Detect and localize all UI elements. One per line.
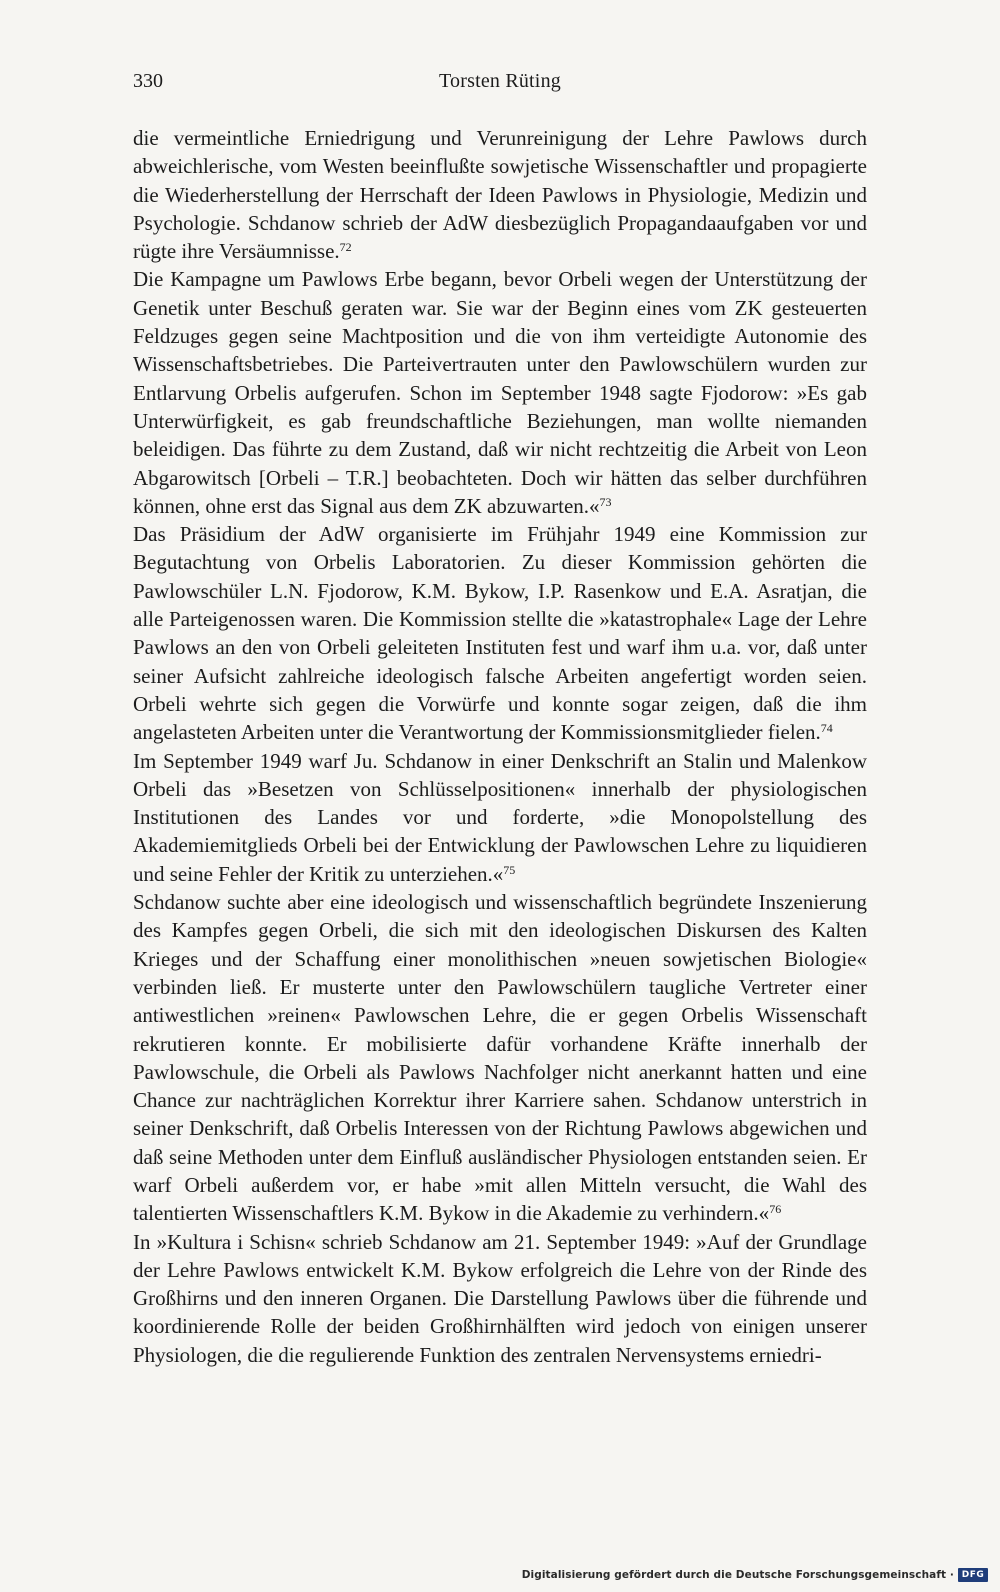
paragraph-5	[133, 888, 867, 1228]
footnote-ref-72[interactable]: 72	[339, 240, 352, 255]
paragraph-2	[133, 265, 867, 520]
digitization-footer	[522, 1566, 988, 1584]
dfg-logo-icon: DFG	[958, 1568, 988, 1582]
paragraph-1	[133, 124, 867, 265]
paragraph-text: Schdanow suchte aber eine ideologisch und wissenschaftlich begründete Inszenierung des Kampfes gegen Orbeli, die sich mit den ideologischen Diskursen des Kalten Krieges und der Schaffung einer monolithischen »neuen sowjetischen Biologie« verbinden ließ. Er musterte unter den Pawlowschülern taugliche Vertreter einer antiwestlichen »reinen« Pawlowschen Lehre, die er gegen Orbelis Wissenschaft rekrutieren konnte. Er mobilisierte dafür vorhandene Kräfte innerhalb der Pawlowschule, die Orbeli als Pawlows Nachfolger nicht anerkannt hatten und eine Chance zur nachträglichen Korrektur ihrer Karriere sahen. Schdanow unterstrich in seiner Denkschrift, daß Orbelis Interessen von der Richtung Pawlows abgewichen und daß seine Methoden unter dem Einfluß ausländischer Physiologen entstanden seien. Er warf Orbeli außerdem vor, er habe »mit allen Mitteln versucht, die Wahl des talentierten Wissenschaftlers K.M. Bykow in die Akademie zu verhindern.«	[133, 890, 867, 1226]
paragraph-text: Die Kampagne um Pawlows Erbe begann, bevor Orbeli wegen der Unterstützung der Genetik unter Beschuß geraten war. Sie war der Beginn eines vom ZK gesteuerten Feldzuges gegen seine Machtposition und die von ihm verteidigte Autonomie des Wissenschaftsbetriebes. Die Parteivertrauten unter den Pawlowschülern wurden zur Entlarvung Orbelis aufgerufen. Schon im September 1948 sagte Fjodorow: »Es gab Unterwürfigkeit, es gab freundschaftliche Beziehungen, man wollte niemanden beleidigen. Das führte zu dem Zustand, daß wir nicht rechtzeitig die Arbeit von Leon Abgarowitsch [Orbeli – T.R.] beobachteten. Doch wir hätten das selber durchführen können, ohne erst das Signal aus dem ZK abzuwarten.«	[133, 267, 867, 518]
paragraph-text: In »Kultura i Schisn« schrieb Schdanow am 21. September 1949: »Auf der Grundlage der Lehre Pawlows entwickelt K.M. Bykow erfolgreich die Lehre von der Rinde des Großhirns und den inneren Organen. Die Darstellung Pawlows über die führende und koordinierende Rolle der beiden Großhirnhälften wird jedoch von einigen unserer Physiologen, die die regulierende Funktion des zentralen Nervensystems erniedri-	[133, 1229, 867, 1367]
paragraph-3	[133, 520, 867, 746]
paragraph-6	[133, 1228, 867, 1369]
footnote-ref-74[interactable]: 74	[820, 721, 833, 736]
running-head-author: Torsten Rüting	[439, 70, 561, 92]
running-head	[133, 70, 867, 102]
paragraph-text: Das Präsidium der AdW organisierte im Frühjahr 1949 eine Kommission zur Begutachtung von Orbelis Laboratorien. Zu dieser Kommission gehörten die Pawlowschüler L.N. Fjodorow, K.M. Bykow, I.P. Rasenkow und E.A. Asratjan, die alle Parteigenossen waren. Die Kommission stellte die »katastrophale« Lage der Lehre Pawlows an den von Orbeli geleiteten Instituten fest und warf ihm u.a. vor, daß unter seiner Aufsicht zahlreiche ideologisch falsche Arbeiten angefertigt worden seien. Orbeli wehrte sich gegen die Vorwürfe und konnte sogar zeigen, daß die ihm angelasteten Arbeiten unter die Verantwortung der Kommissionsmitglieder fielen.	[133, 522, 867, 745]
body-text	[133, 124, 867, 1369]
footnote-ref-76[interactable]: 76	[769, 1202, 782, 1217]
footer-credit-text: Digitalisierung gefördert durch die Deutsche Forschungsgemeinschaft ·	[521, 1569, 954, 1581]
page-number: 330	[133, 70, 163, 92]
paragraph-text: die vermeintliche Erniedrigung und Verunreinigung der Lehre Pawlows durch abweichlerische, vom Westen beeinflußte sowjetische Wissenschaftler und propagierte die Wiederherstellung der Herrschaft der Ideen Pawlows in Physiologie, Medizin und Psychologie. Schdanow schrieb der AdW diesbezüglich Propagandaaufgaben vor und rügte ihre Versäumnisse.	[133, 126, 867, 264]
footnote-ref-75[interactable]: 75	[503, 862, 516, 877]
footnote-ref-73[interactable]: 73	[599, 494, 612, 509]
paragraph-text: Im September 1949 warf Ju. Schdanow in einer Denkschrift an Stalin und Malenkow Orbeli das »Besetzen von Schlüsselpositionen« innerhalb der physiologischen Institutionen des Landes vor und forderte, »die Monopolstellung des Akademiemitglieds Orbeli bei der Entwicklung der Pawlowschen Lehre zu liquidieren und seine Fehler der Kritik zu unterziehen.«	[133, 748, 867, 886]
paragraph-4	[133, 747, 867, 888]
